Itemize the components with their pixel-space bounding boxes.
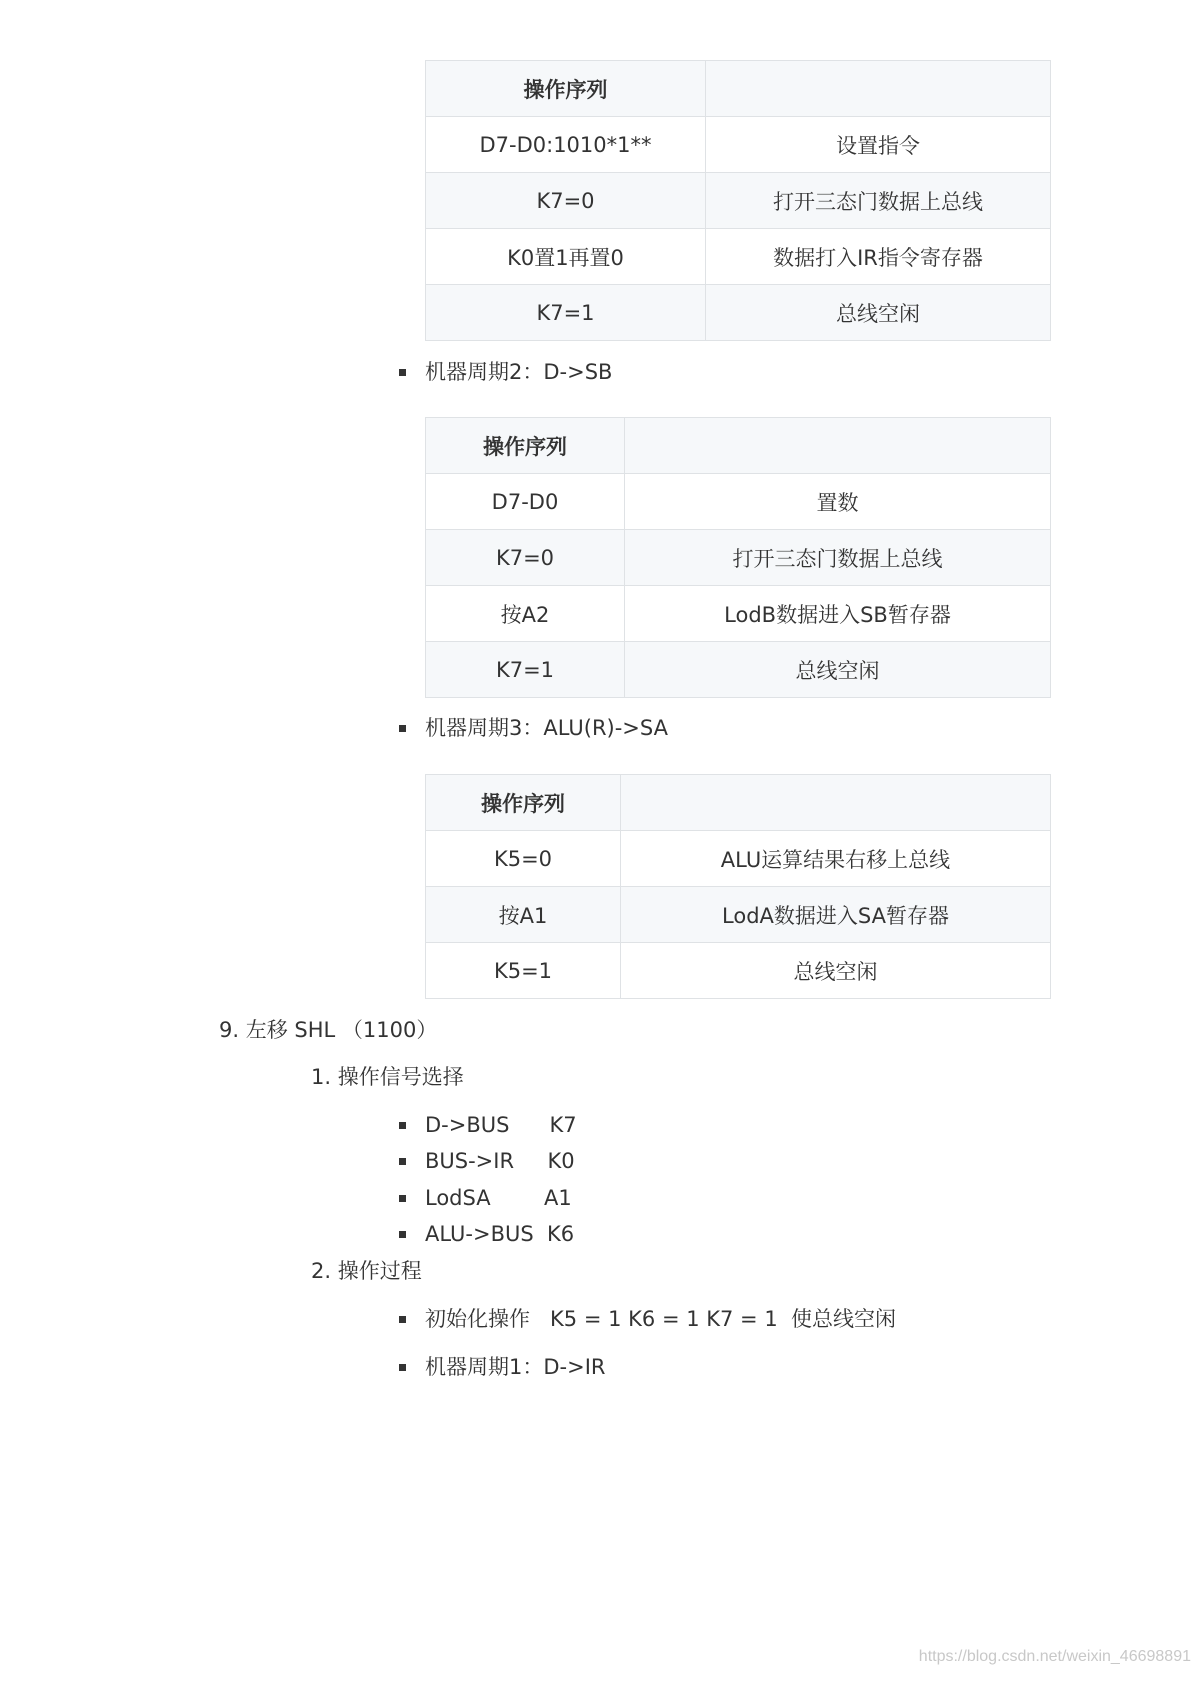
ops-table-3 bbox=[425, 774, 1051, 999]
table-cell: 总线空闲 bbox=[621, 943, 1051, 999]
cycle2-text: 机器周期2：D->SB bbox=[425, 360, 613, 384]
signal-item: LodSA A1 bbox=[425, 1186, 572, 1210]
header-cell bbox=[625, 418, 1051, 474]
table-cell: K7=0 bbox=[426, 530, 625, 586]
table-cell: 按A2 bbox=[426, 586, 625, 642]
bullet-icon bbox=[399, 1158, 406, 1165]
signal-item: D->BUS K7 bbox=[425, 1113, 577, 1137]
table-cell: D7-D0 bbox=[426, 474, 625, 530]
table-cell: 打开三态门数据上总线 bbox=[625, 530, 1051, 586]
table-cell: D7-D0:1010*1** bbox=[426, 117, 706, 173]
table-row bbox=[426, 173, 1051, 229]
bullet-icon bbox=[399, 369, 406, 376]
header-cell bbox=[621, 775, 1051, 831]
cycle1-text: 机器周期1：D->IR bbox=[425, 1355, 606, 1379]
header-cell: 操作序列 bbox=[426, 61, 706, 117]
table-cell: 按A1 bbox=[426, 887, 621, 943]
subsection-heading: 1. 操作信号选择 bbox=[311, 1065, 464, 1089]
header-cell: 操作序列 bbox=[426, 775, 621, 831]
table-cell: K7=1 bbox=[426, 642, 625, 698]
bullet-icon bbox=[399, 1122, 406, 1129]
table-row bbox=[426, 530, 1051, 586]
table-cell: K0置1再置0 bbox=[426, 229, 706, 285]
header-cell bbox=[706, 61, 1051, 117]
table-cell: 总线空闲 bbox=[625, 642, 1051, 698]
table-row bbox=[426, 229, 1051, 285]
table-cell: K7=1 bbox=[426, 285, 706, 341]
table-cell: 打开三态门数据上总线 bbox=[706, 173, 1051, 229]
bullet-icon bbox=[399, 1231, 406, 1238]
table-row bbox=[426, 831, 1051, 887]
header-cell: 操作序列 bbox=[426, 418, 625, 474]
table-cell: K5=1 bbox=[426, 943, 621, 999]
cycle3-text: 机器周期3：ALU(R)->SA bbox=[425, 716, 668, 740]
table-row bbox=[426, 943, 1051, 999]
table-header-row bbox=[426, 61, 1051, 117]
bullet-icon bbox=[399, 725, 406, 732]
bullet-icon bbox=[399, 1195, 406, 1202]
watermark: https://blog.csdn.net/weixin_46698891 bbox=[918, 1648, 1191, 1665]
section-heading: 9. 左移 SHL （1100） bbox=[219, 1018, 438, 1042]
table-row bbox=[426, 586, 1051, 642]
table-cell: LodB数据进入SB暂存器 bbox=[625, 586, 1051, 642]
signal-item: BUS->IR K0 bbox=[425, 1149, 575, 1173]
table-header-row bbox=[426, 775, 1051, 831]
table-cell: 设置指令 bbox=[706, 117, 1051, 173]
ops-table-2 bbox=[425, 417, 1051, 698]
bullet-icon bbox=[399, 1364, 406, 1371]
signal-item: ALU->BUS K6 bbox=[425, 1222, 575, 1246]
table-row bbox=[426, 887, 1051, 943]
ops-table-1 bbox=[425, 60, 1051, 341]
init-text: 初始化操作 K5 = 1 K6 = 1 K7 = 1 使总线空闲 bbox=[425, 1307, 897, 1331]
subsection-heading: 2. 操作过程 bbox=[311, 1259, 422, 1283]
bullet-icon bbox=[399, 1316, 406, 1323]
table-header-row bbox=[426, 418, 1051, 474]
table-cell: 置数 bbox=[625, 474, 1051, 530]
table-cell: LodA数据进入SA暂存器 bbox=[621, 887, 1051, 943]
table-cell: K7=0 bbox=[426, 173, 706, 229]
table-row bbox=[426, 117, 1051, 173]
table-cell: ALU运算结果右移上总线 bbox=[621, 831, 1051, 887]
table-row bbox=[426, 285, 1051, 341]
table-cell: K5=0 bbox=[426, 831, 621, 887]
table-row bbox=[426, 642, 1051, 698]
table-cell: 总线空闲 bbox=[706, 285, 1051, 341]
table-row bbox=[426, 474, 1051, 530]
table-cell: 数据打入IR指令寄存器 bbox=[706, 229, 1051, 285]
